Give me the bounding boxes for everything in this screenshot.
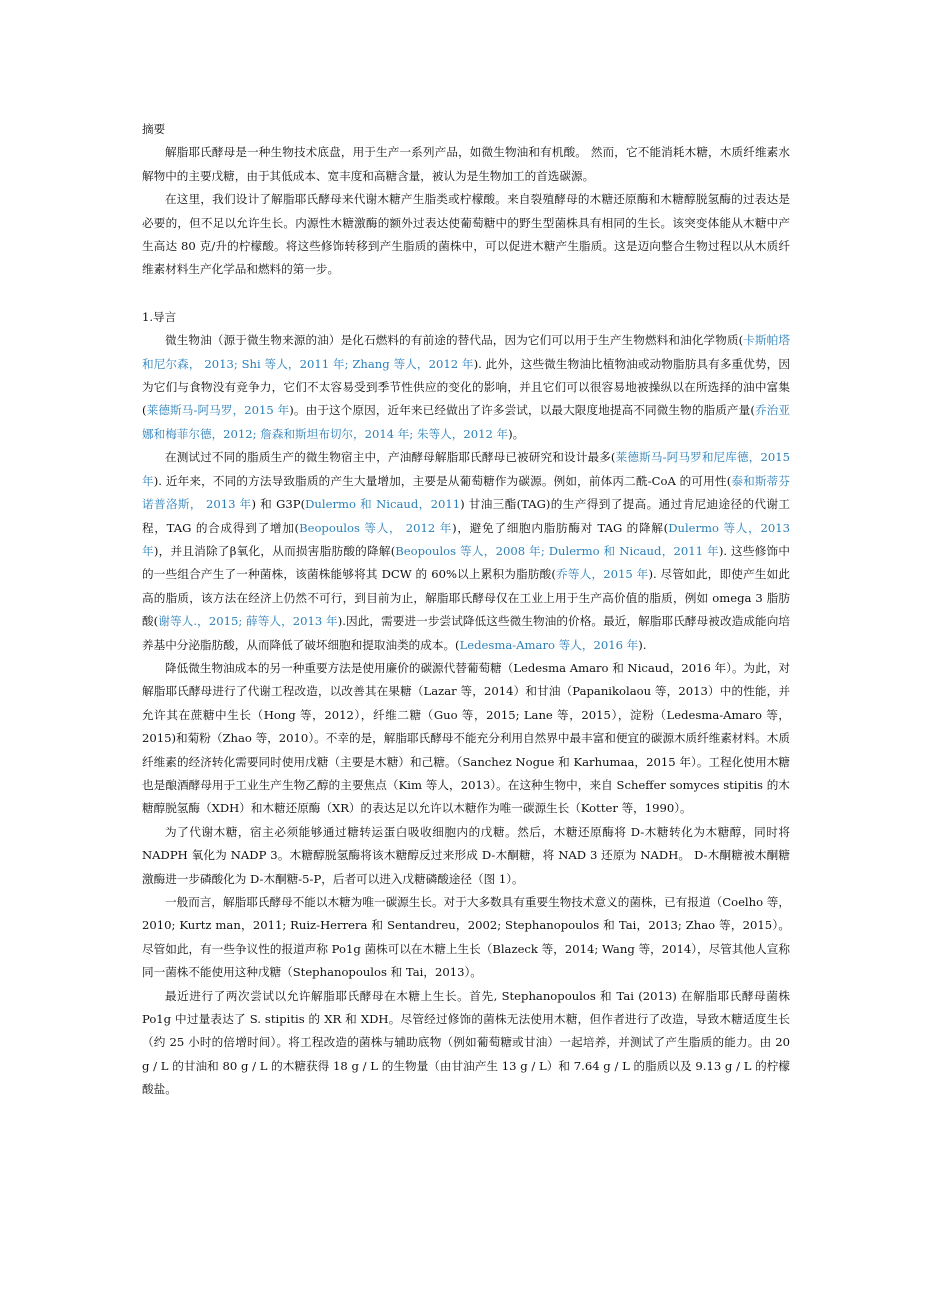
intro-paragraph-6: 最近进行了两次尝试以允许解脂耶氏酵母在木糖上生长。首先, Stephanopoulos 和 Tai (2013) 在解脂耶氏酵母菌株 Po1g 中过量表达了 S. stipitis 的 XR 和 XDH。尽管经过修饰的菌株无法使用木糖，但作者进行了改造，导致木糖适度生长（约 25 小时的倍增时间）。将工程改造的菌株与辅助底物（例如葡萄糖或甘油）一起培养，并测试了产生脂质的能力。由 20 g / L 的甘油和 80 g / L 的木糖获得 18 g / L 的生物量（由甘油产生 13 g / L）和 7.64 g / L 的脂质以及 9.13 g / L 的柠檬酸盐。 [142, 988, 790, 1097]
text-run: )。由于这个原因，近年来已经做出了许多尝试，以最大限度地提高不同微生物的脂质产量( [289, 403, 755, 418]
text-run: ) 和 G3P( [251, 497, 306, 512]
abstract-heading: 摘要 [142, 122, 166, 136]
citation-link[interactable]: 莱德斯马-阿马罗，2015 年 [146, 403, 290, 418]
intro-paragraph-4: 为了代谢木糖，宿主必须能够通过糖转运蛋白吸收细胞内的戊糖。然后，木糖还原酶将 D-木糖转化为木糖醇，同时将 NADPH 氧化为 NADP 3。木糖醇脱氢酶将该木糖醇反过来形成 D-木酮糖，将 NAD 3 还原为 NADH。 D-木酮糖被木酮糖激酶进一步磷酸化为 D-木酮糖-5-P，后者可以进入戊糖磷酸途径（图 1）。 [142, 824, 790, 886]
intro-paragraph-3: 降低微生物油成本的另一种重要方法是使用廉价的碳源代替葡萄糖（Ledesma Amaro 和 Nicaud，2016 年）。为此，对解脂耶氏酵母进行了代谢工程改造，以改善其在果糖（Lazar 等，2014）和甘油（Papanikolaou 等，2013）中的性能，并允许其在蔗糖中生长（Hong 等，2012），纤维二糖（Guo 等，2015; Lane 等，2015），淀粉（Ledesma-Amaro 等，2015)和菊粉（Zhao 等，2010）。不幸的是，解脂耶氏酵母不能充分利用自然界中最丰富和便宜的碳源木质纤维素材料。木质纤维素的经济转化需要同时使用戊糖（主要是木糖）和己糖。（Sanchez Nogue 和 Karhumaa，2015 年）。工程化使用木糖也是酿酒酵母用于工业生产生物乙醇的主要焦点（Kim 等人，2013）。在这种生物中，来自 Scheffer somyces stipitis 的木糖醇脱氢酶（XDH）和木糖还原酶（XR）的表达足以允许以木糖作为唯一碳源生长（Kotter 等，1990）。 [142, 660, 790, 816]
section-gap [142, 282, 790, 306]
text-run: )。 [508, 426, 525, 441]
citation-link[interactable]: Dulermo 和 Nicaud，2011 [305, 497, 461, 512]
intro-paragraph-2 [142, 446, 790, 657]
text-run: ). 近年来，不同的方法导致脂质的产生大量增加，主要是从葡萄糖作为碳源。例如，前体丙二酰-CoA 的可用性( [153, 473, 732, 488]
intro-paragraph-1 [142, 329, 790, 446]
abstract-paragraph-2: 在这里，我们设计了解脂耶氏酵母来代谢木糖产生脂类或柠檬酸。来自裂殖酵母的木糖还原酶和木糖醇脱氢酶的过表达是必要的，但不足以允许生长。内源性木糖激酶的额外过表达使葡萄糖中的野生型菌株具有相同的生长。该突变体能从木糖中产生高达 80 克/升的柠檬酸。将这些修饰转移到产生脂质的菌株中，可以促进木糖产生脂质。这是迈向整合生物过程以从木质纤维素材料生产化学品和燃料的第一步。 [142, 192, 790, 277]
citation-link[interactable]: Beopoulos 等人， 2012 年 [299, 520, 453, 535]
text-run: 在测试过不同的脂质生产的微生物宿主中，产油酵母解脂耶氏酵母已被研究和设计最多( [165, 450, 616, 465]
citation-link[interactable]: Beopoulos 等人，2008 年; Dulermo 和 Nicaud，2011 年 [395, 543, 719, 558]
text-run: ). 这些修饰中的一些组合产生了一种菌株，该菌株能够将其 DCW 的 60%以上累积为脂肪酸( [142, 543, 790, 582]
citation-link[interactable]: 莱德斯马-阿马罗和尼库德，2015 年 [142, 450, 790, 488]
intro-heading: 1.导言 [142, 309, 177, 324]
intro-paragraph-5: 一般而言，解脂耶氏酵母不能以木糖为唯一碳源生长。对于大多数具有重要生物技术意义的菌株，已有报道（Coelho 等，2010; Kurtz man，2011; Ruiz-Herrera 和 Sentandreu，2002; Stephanopoulos 和 Tai，2013; Zhao 等，2015）。尽管如此，有一些争议性的报道声称 Po1g 菌株可以在木糖上生长（Blazeck 等，2014; Wang 等，2014），尽管其他人宣称同一菌株不能使用这种戊糖（Stephanopoulos 和 Tai，2013）。 [142, 895, 790, 980]
text-run: )，避免了细胞内脂肪酶对 TAG 的降解( [452, 520, 669, 535]
text-run: )，并且消除了β氧化，从而损害脂肪酸的降解( [153, 543, 396, 558]
text-run: ). [638, 637, 647, 652]
citation-link[interactable]: 乔等人，2015 年 [555, 567, 649, 582]
citation-link[interactable]: 泰和斯蒂芬诺普洛斯， 2013 年 [142, 473, 790, 512]
citation-link[interactable]: 谢等人.，2015; 薛等人，2013 年 [158, 614, 338, 629]
abstract-paragraph-1: 解脂耶氏酵母是一种生物技术底盘，用于生产一系列产品，如微生物油和有机酸。 然而，它不能消耗木糖，木质纤维素水解物中的主要戊糖，由于其低成本、宽丰度和高糖含量，被认为是生物加工的首选碳源。 [142, 145, 790, 183]
citation-link[interactable]: Dulermo 等人，2013 年 [142, 520, 790, 558]
text-run: ).因此，需要进一步尝试降低这些微生物油的价格。最近，解脂耶氏酵母被改造成能向培养基中分泌脂肪酸，从而降低了破坏细胞和提取油类的成本。( [142, 614, 790, 652]
citation-link[interactable]: 卡斯帕塔和尼尔森， 2013; Shi 等人，2011 年; Zhang 等人，2012 年 [142, 333, 790, 371]
citation-link[interactable]: 乔治亚娜和梅菲尔德，2012; 詹森和斯坦布切尔，2014 年; 朱等人，2012 年 [142, 403, 790, 441]
document-body [142, 118, 790, 1102]
citation-link[interactable]: Ledesma-Amaro 等人，2016 年 [459, 637, 639, 652]
text-run: ) 甘油三酯(TAG)的生产得到了提高。通过肯尼迪途径的代谢工程，TAG 的合成得到了增加( [142, 497, 790, 535]
text-run: ). 此外，这些微生物油比植物油或动物脂肪具有多重优势，因为它们与食物没有竞争力，它们不太容易受到季节性供应的变化的影响，并且它们可以很容易地被操纵以在所选择的油中富集( [142, 356, 790, 418]
text-run: ). 尽管如此，即使产生如此高的脂质，该方法在经济上仍然不可行，到目前为止，解脂耶氏酵母仅在工业上用于生产高价值的脂质，例如 omega 3 脂肪酸( [142, 567, 790, 629]
text-run: 微生物油（源于微生物来源的油）是化石燃料的有前途的替代品，因为它们可以用于生产生物燃料和油化学物质( [165, 333, 744, 348]
